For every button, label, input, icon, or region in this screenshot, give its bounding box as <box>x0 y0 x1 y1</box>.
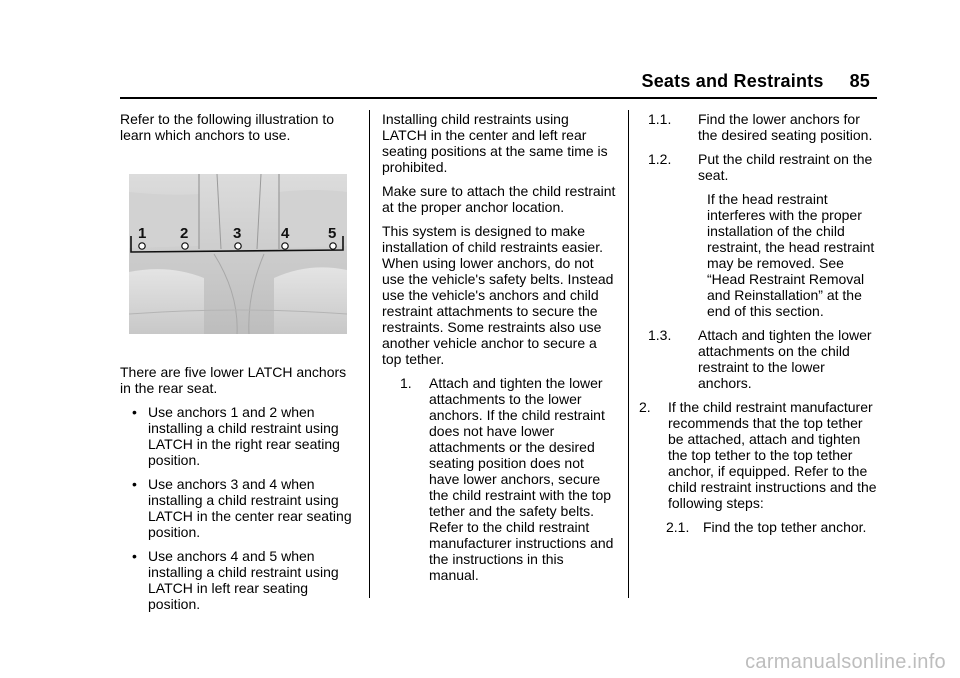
bullet-item <box>120 476 356 540</box>
anchor-label-2: 2 <box>180 225 189 242</box>
step-1-1 <box>639 111 879 143</box>
step-number: 1.1. <box>648 111 672 127</box>
step-number: 2. <box>639 399 651 415</box>
anchor-label-5: 5 <box>328 225 337 242</box>
anchor-marker-1 <box>139 243 145 249</box>
lower-anchors-paragraph: There are five lower LATCH anchors in the rear seat. <box>120 364 347 396</box>
header-rule <box>120 97 877 99</box>
intro-paragraph: Refer to the following illustration to learn which anchors to use. <box>120 111 334 143</box>
section-title: Seats and Restraints <box>641 71 824 91</box>
anchor-illustration <box>129 174 347 334</box>
column-2 <box>382 111 616 591</box>
column-divider-1 <box>369 110 370 598</box>
column-divider-2 <box>628 110 629 598</box>
anchor-label-3: 3 <box>233 225 242 242</box>
anchor-label-1: 1 <box>138 225 147 242</box>
anchor-marker-5 <box>330 243 336 249</box>
column-3 <box>639 111 879 543</box>
step-1-2 <box>639 151 879 183</box>
head-restraint-note: If the head restraint interferes with the proper installation of the child restraint, the head restraint may be removed. See “Head Restraint Removal and Reinstallation” at the end of this section. <box>707 191 875 319</box>
watermark: carmanualsonline.info <box>745 651 946 673</box>
step-number: 1.3. <box>648 327 672 343</box>
bullet-item <box>120 404 356 468</box>
anchor-label-4: 4 <box>281 225 290 242</box>
proper-anchor-paragraph: Make sure to attach the child restraint at the proper anchor location. <box>382 183 616 215</box>
anchor-marker-3 <box>235 243 241 249</box>
step-1-3 <box>639 327 879 391</box>
prohibited-paragraph: Installing child restraints using LATCH in the center and left rear seating positions at the same time is prohibited. <box>382 111 608 175</box>
step-number: 2.1. <box>666 519 690 535</box>
step-text: Find the lower anchors for the desired seating position. <box>698 111 873 143</box>
step-text: If the child restraint manufacturer recommends that the top tether be attached, attach and tighten the top tether to the top tether anchor, if equipped. Refer to the child restraint instructions and the following steps: <box>668 399 877 511</box>
bullet-item <box>120 548 356 612</box>
column-1 <box>120 111 356 620</box>
step-2 <box>639 399 879 511</box>
step-text: Attach and tighten the lower attachments to the lower anchors. If the child restraint does not have lower attachments or the desired seating position does not have lower anchors, secure the child restraint with the top tether and the safety belts. Refer to the child restraint manufacturer instructions and the instructions in this manual. <box>429 375 614 583</box>
step-1 <box>400 375 616 583</box>
bullet-mark: • <box>132 476 137 492</box>
step-2-1 <box>639 519 879 535</box>
bullet-text: Use anchors 1 and 2 when installing a child restraint using LATCH in the right rear seating position. <box>148 404 340 468</box>
page-number: 85 <box>849 71 870 91</box>
bullet-text: Use anchors 3 and 4 when installing a child restraint using LATCH in the center rear seating position. <box>148 476 352 540</box>
step-text: Attach and tighten the lower attachments on the child restraint to the lower anchors. <box>698 327 872 391</box>
bullet-text: Use anchors 4 and 5 when installing a child restraint using LATCH in left rear seating position. <box>148 548 339 612</box>
anchor-marker-4 <box>282 243 288 249</box>
step-text: Find the top tether anchor. <box>703 519 867 535</box>
step-text: Put the child restraint on the seat. <box>698 151 873 183</box>
system-design-paragraph: This system is designed to make installation of child restraints easier. When using lower anchors, do not use the vehicle's safety belts. Instead use the vehicle's anchors and child restraint attachments to secure the restraints. Some restraints also use another vehicle anchor to secure a top tether. <box>382 223 614 367</box>
step-number: 1. <box>400 375 412 391</box>
bullet-mark: • <box>132 548 137 564</box>
step-number: 1.2. <box>648 151 672 167</box>
rear-seat-illustration <box>129 174 347 334</box>
anchor-marker-2 <box>182 243 188 249</box>
page-header <box>642 71 871 92</box>
bullet-mark: • <box>132 404 137 420</box>
